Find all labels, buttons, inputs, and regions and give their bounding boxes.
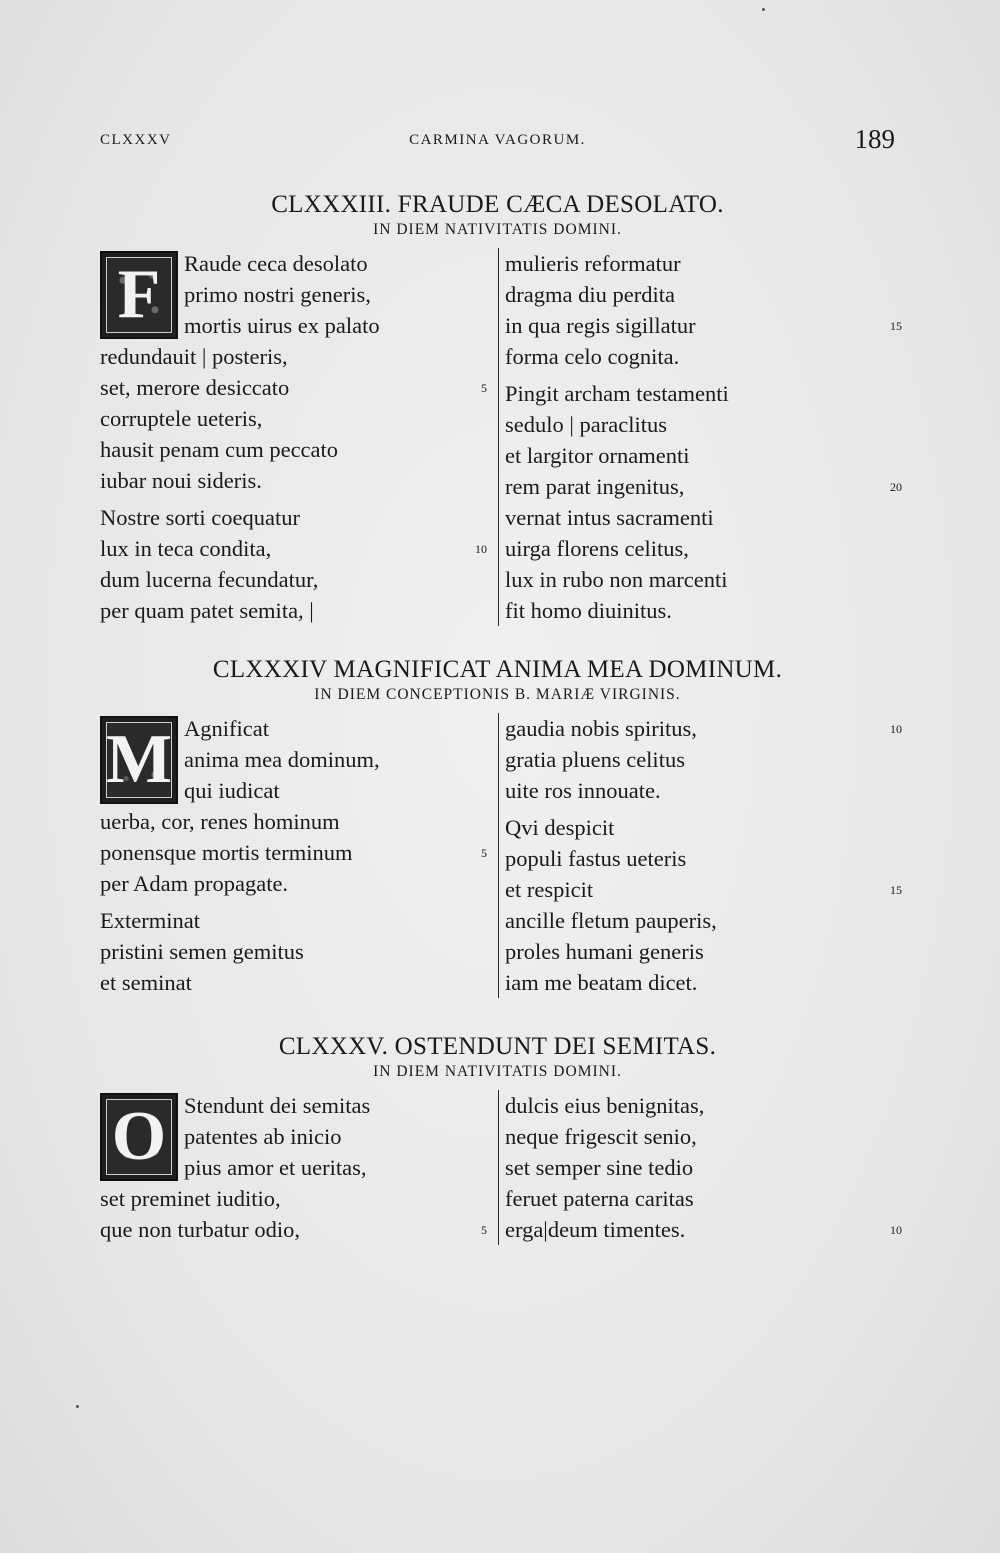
verse-line: gratia pluens celitus — [505, 747, 685, 772]
left-column — [100, 713, 485, 998]
verse-line: lux in rubo non marcenti — [505, 567, 728, 592]
verse-line: ancille fletum pauperis, — [505, 908, 717, 933]
poem-section — [100, 1032, 902, 1250]
line-number: 5 — [481, 381, 487, 395]
ornamental-initial-m: M — [100, 716, 178, 804]
line-number: 5 — [481, 846, 487, 860]
verse-line: vernat intus sacramenti — [505, 505, 714, 530]
ornamental-initial-o: O — [100, 1093, 178, 1181]
poem-columns — [100, 1090, 902, 1250]
verse-line: et respicit 15 — [505, 874, 902, 905]
verse-line: iam me beatam dicet. — [505, 970, 698, 995]
verse-line: primo nostri generis, — [184, 282, 371, 307]
verse-line: iubar noui sideris. — [100, 468, 262, 493]
verse-line: et largitor ornamenti — [505, 443, 690, 468]
verse-line: fit homo diuinitus. — [505, 598, 672, 623]
verse-line: anima mea dominum, — [184, 747, 380, 772]
verse-line: dulcis eius benignitas, — [505, 1093, 705, 1118]
verse-line: corruptele ueteris, — [100, 406, 263, 431]
verse-line: Stendunt dei semitas — [184, 1093, 371, 1118]
verse-line: mulieris reformatur — [505, 251, 681, 276]
paper-speck — [76, 1405, 79, 1408]
verse-line: sedulo | paraclitus — [505, 412, 667, 437]
verse-line: mortis uirus ex palato — [184, 313, 380, 338]
verse-line: proles humani generis — [505, 939, 704, 964]
poem-subtitle: IN DIEM NATIVITATIS DOMINI. — [373, 1063, 622, 1080]
verse-line: dum lucerna fecundatur, — [100, 567, 319, 592]
poem-columns — [100, 248, 902, 624]
verse-line: uerba, cor, renes hominum — [100, 809, 340, 834]
poem-title: CLXXXIV MAGNIFICAT ANIMA MEA DOMINUM. — [212, 656, 783, 683]
verse-line: pius amor et ueritas, — [184, 1155, 367, 1180]
line-number: 20 — [890, 480, 902, 494]
line-number: 15 — [890, 883, 902, 897]
running-head — [100, 124, 895, 158]
verse-line: neque frigescit senio, — [505, 1124, 697, 1149]
verse-line: uite ros innouate. — [505, 778, 661, 803]
right-column — [498, 713, 902, 998]
verse-line: lux in teca condita, 10 — [100, 533, 485, 564]
verse-line: hausit penam cum peccato — [100, 437, 339, 462]
verse-line: redundauit | posteris, — [100, 344, 288, 369]
line-number: 5 — [481, 1223, 487, 1237]
verse-line: ponensque mortis terminum 5 — [100, 837, 485, 868]
right-column — [498, 248, 902, 626]
verse-line: Agnificat — [184, 716, 269, 741]
ornamental-initial-f: F — [100, 251, 178, 339]
verse-line: Pingit archam testamenti — [505, 381, 729, 406]
left-column — [100, 248, 485, 626]
verse-line: gaudia nobis spiritus, 10 — [505, 713, 902, 744]
poem-section — [100, 190, 902, 624]
verse-line: Raude ceca desolato — [184, 251, 368, 276]
verse-line: set, merore desiccato 5 — [100, 372, 485, 403]
running-head-title: CARMINA VAGORUM. — [409, 132, 586, 148]
line-number: 10 — [890, 722, 902, 736]
verse-line: pristini semen gemitus — [100, 939, 304, 964]
verse-line: Qvi despicit — [505, 815, 615, 840]
poem-subtitle: IN DIEM CONCEPTIONIS B. MARIÆ VIRGINIS. — [314, 686, 681, 703]
verse-line: per quam patet semita, | — [100, 598, 314, 623]
line-number: 15 — [890, 319, 902, 333]
poem-title: CLXXXIII. FRAUDE CÆCA DESOLATO. — [271, 191, 724, 218]
verse-line: forma celo cognita. — [505, 344, 680, 369]
verse-line: rem parat ingenitus, 20 — [505, 471, 902, 502]
verse-line: patentes ab inicio — [184, 1124, 342, 1149]
page-number: 189 — [854, 124, 895, 154]
verse-line: erga|deum timentes. 10 — [505, 1214, 902, 1245]
verse-line: Exterminat — [100, 908, 200, 933]
verse-line: et seminat — [100, 970, 192, 995]
poem-subtitle: IN DIEM NATIVITATIS DOMINI. — [373, 221, 622, 238]
poem-columns — [100, 713, 902, 1003]
verse-line: populi fastus ueteris — [505, 846, 687, 871]
verse-line: feruet paterna caritas — [505, 1186, 694, 1211]
poem-title: CLXXXV. OSTENDUNT DEI SEMITAS. — [278, 1033, 717, 1060]
running-head-left: CLXXXV — [100, 132, 172, 148]
verse-line: qui iudicat — [184, 778, 280, 803]
verse-line: Nostre sorti coequatur — [100, 505, 300, 530]
line-number: 10 — [475, 542, 487, 556]
paper-speck — [762, 8, 765, 11]
verse-line: set preminet iuditio, — [100, 1186, 281, 1211]
verse-line: in qua regis sigillatur 15 — [505, 310, 902, 341]
verse-line: dragma diu perdita — [505, 282, 675, 307]
left-column — [100, 1090, 485, 1245]
verse-line: uirga florens celitus, — [505, 536, 689, 561]
verse-line: per Adam propagate. — [100, 871, 289, 896]
verse-line: que non turbatur odio, 5 — [100, 1214, 485, 1245]
line-number: 10 — [890, 1223, 902, 1237]
poem-section — [100, 655, 902, 1003]
right-column — [498, 1090, 902, 1245]
verse-line: set semper sine tedio — [505, 1155, 694, 1180]
